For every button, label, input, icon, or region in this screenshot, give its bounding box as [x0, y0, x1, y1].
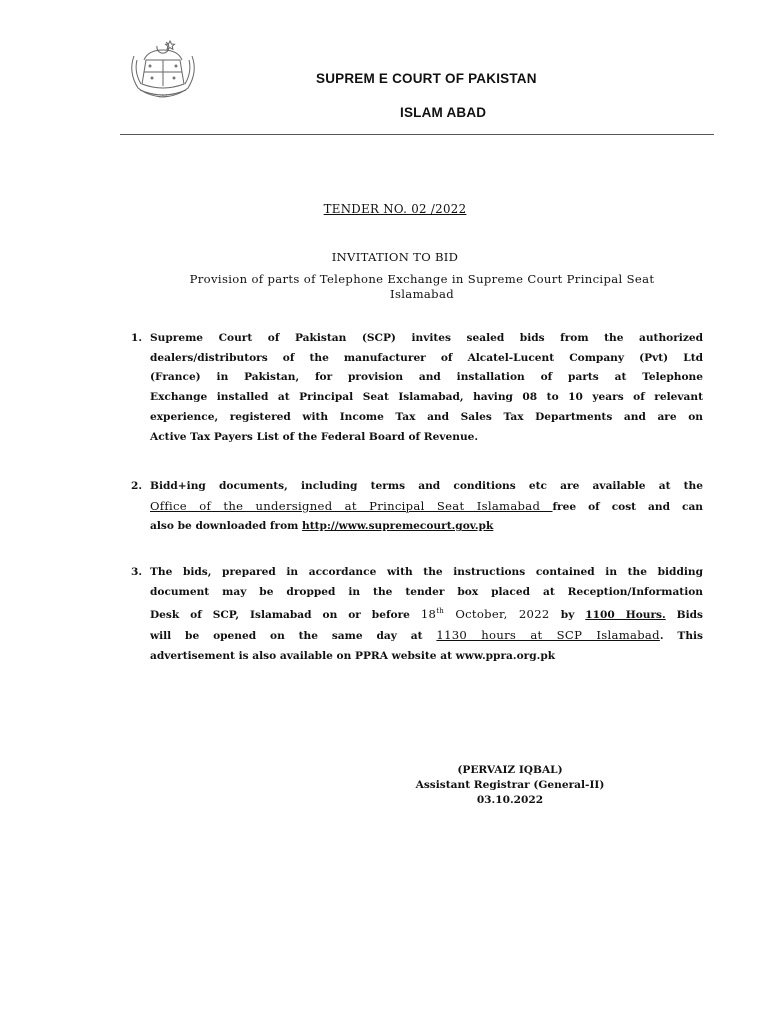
supremecourt-link[interactable]: http://www.supremecourt.gov.pk	[302, 520, 494, 533]
para-1-number: 1.	[131, 332, 143, 344]
para-2-line: Bidd+ing documents, including terms and conditions etc are available at the	[150, 480, 703, 492]
invitation-heading: INVITATION TO BID	[331, 250, 459, 264]
paragraph-2	[150, 477, 703, 537]
deadline-date: 18th October, 2022	[420, 607, 561, 622]
opening-text: will be opened on the same day at	[150, 629, 437, 642]
para-2-line-rest: free of cost and can	[552, 500, 704, 513]
paragraph-1	[150, 329, 703, 447]
para-2-line	[150, 497, 703, 518]
para-2-number: 2.	[131, 480, 143, 492]
subject-line-1: Provision of parts of Telephone Exchange in Supreme Court Principal Seat	[189, 272, 655, 286]
para-1-line: Exchange installed at Principal Seat Islamabad, having 08 to 10 years of relevant	[150, 391, 703, 404]
office-location: Office of the undersigned at Principal Seat Islamabad	[150, 498, 553, 513]
para-1-line: (France) in Pakistan, for provision and installation of parts at Telephone	[150, 371, 703, 384]
para-3-line: document may be dropped in the tender box placed at Reception/Information	[150, 585, 703, 598]
court-city: ISLAM ABAD	[400, 105, 487, 120]
paragraph-3	[150, 563, 703, 666]
para-3-number: 3.	[131, 566, 143, 578]
para-1-line: Supreme Court of Pakistan (SCP) invites sealed bids from the authorized	[150, 332, 703, 344]
tender-subject	[130, 272, 714, 302]
para-1-line: experience, registered with Income Tax and Sales Tax Departments and are on	[150, 410, 703, 423]
para-3-line: will be opened on the same day at 1130 hours at SCP Islamabad. This	[150, 627, 704, 642]
para-2-line	[150, 517, 703, 537]
emblem-motto: ایمان	[158, 93, 168, 98]
subject-line-2: Islamabad	[390, 287, 454, 301]
para-3-line: The bids, prepared in accordance with the instructions contained in the bidding	[150, 566, 703, 578]
signature-block	[380, 763, 640, 808]
state-emblem-icon	[126, 38, 200, 100]
para-1-line: dealers/distributors of the manufacturer of Alcatel-Lucent Company (Pvt) Ltd	[150, 351, 703, 364]
deadline-text: Desk of SCP, Islamabad on or before	[150, 609, 421, 622]
header-divider	[120, 134, 714, 135]
para-3-line: Desk of SCP, Islamabad on or before 18th October, 2022 by 1100 Hours. Bids	[150, 607, 704, 622]
download-text: also be downloaded from	[150, 520, 303, 533]
signatory-designation: Assistant Registrar (General-II)	[415, 779, 605, 791]
para-3-line: advertisement is also available on PPRA website at www.ppra.org.pk	[150, 649, 556, 662]
court-name: SUPREM E COURT OF PAKISTAN	[316, 71, 537, 86]
signatory-name: (PERVAIZ IQBAL)	[457, 764, 563, 776]
para-1-line: Active Tax Payers List of the Federal Board of Revenue.	[150, 430, 479, 443]
opening-time: 1130 hours at SCP Islamabad	[436, 627, 660, 642]
tender-number: TENDER NO. 02 /2022	[323, 202, 467, 216]
deadline-time: 1100 Hours.	[585, 609, 666, 622]
signature-date: 03.10.2022	[476, 794, 544, 806]
